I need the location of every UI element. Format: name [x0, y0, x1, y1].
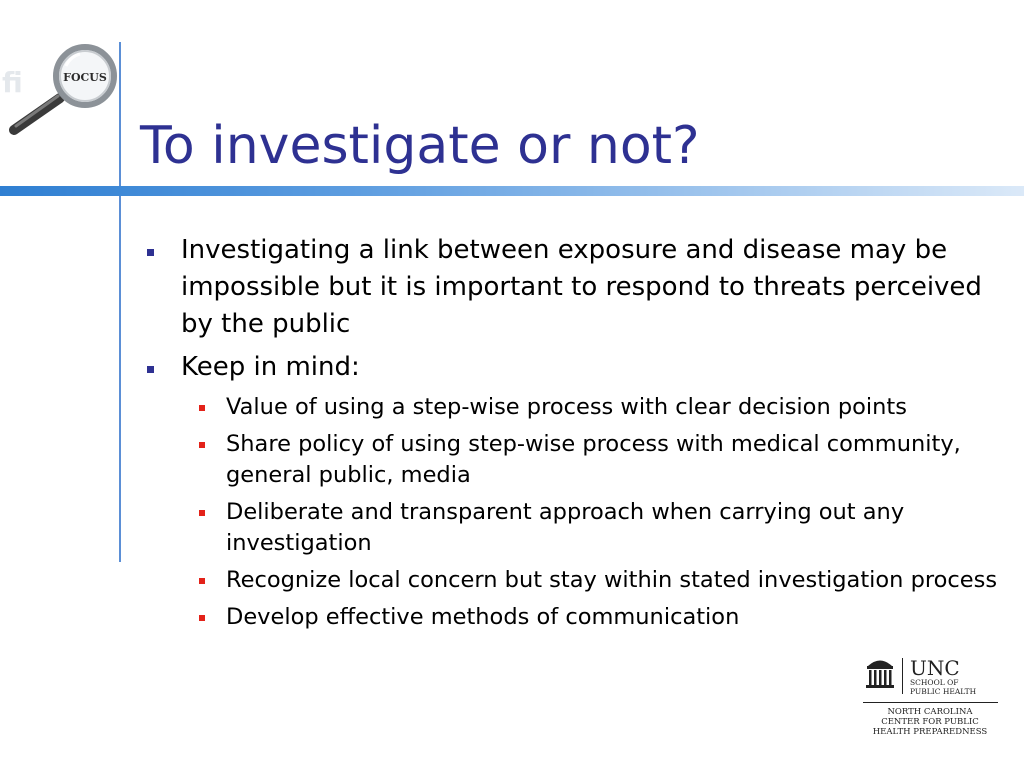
- sub-bullet-item: [181, 602, 1003, 633]
- square-bullet-icon: [199, 615, 205, 621]
- unc-school-line1: SCHOOL OF: [910, 678, 959, 687]
- bullet-item: [143, 232, 1003, 343]
- slide-title: To investigate or not?: [140, 116, 700, 176]
- unc-logo: [858, 652, 1003, 740]
- sub-bullet-item: [181, 497, 1003, 559]
- square-bullet-icon: [199, 405, 205, 411]
- sub-bullet-item: [181, 565, 1003, 596]
- unc-school-line2: PUBLIC HEALTH: [910, 687, 977, 696]
- center-line1: NORTH CAROLINA: [887, 707, 973, 717]
- unc-name: UNC: [910, 656, 960, 680]
- sub-bullet-text: Share policy of using step-wise process with medical community, general public, media: [226, 431, 961, 488]
- magnifying-glass-icon: [2, 47, 114, 130]
- sub-bullet-item: [181, 429, 1003, 491]
- svg-text:fi: fi: [2, 66, 23, 99]
- sub-bullet-text: Recognize local concern but stay within stated investigation process: [226, 567, 998, 593]
- square-bullet-icon: [199, 510, 205, 516]
- sub-bullet-text: Develop effective methods of communication: [226, 604, 740, 630]
- sub-bullet-text: Value of using a step-wise process with clear decision points: [226, 394, 907, 420]
- vertical-divider: [119, 42, 121, 562]
- focus-label: FOCUS: [63, 71, 107, 84]
- bullet-text: Keep in mind:: [181, 352, 360, 382]
- square-bullet-icon: [147, 366, 154, 373]
- center-line3: HEALTH PREPAREDNESS: [872, 727, 988, 737]
- bullet-item: [143, 349, 1003, 386]
- sub-bullet-item: [181, 392, 1003, 423]
- old-well-icon: [866, 661, 894, 689]
- square-bullet-icon: [147, 249, 154, 256]
- bullet-text: Investigating a link between exposure and disease may be impossible but it is important to respond to threats perceived by the public: [181, 235, 982, 339]
- title-underline-bar: [0, 186, 1024, 196]
- sub-bullet-text: Deliberate and transparent approach when carrying out any investigation: [226, 499, 905, 556]
- bullet-list: [143, 232, 1003, 639]
- center-line2: CENTER FOR PUBLIC: [881, 717, 979, 727]
- square-bullet-icon: [199, 578, 205, 584]
- focus-logo: [0, 40, 120, 140]
- square-bullet-icon: [199, 442, 205, 448]
